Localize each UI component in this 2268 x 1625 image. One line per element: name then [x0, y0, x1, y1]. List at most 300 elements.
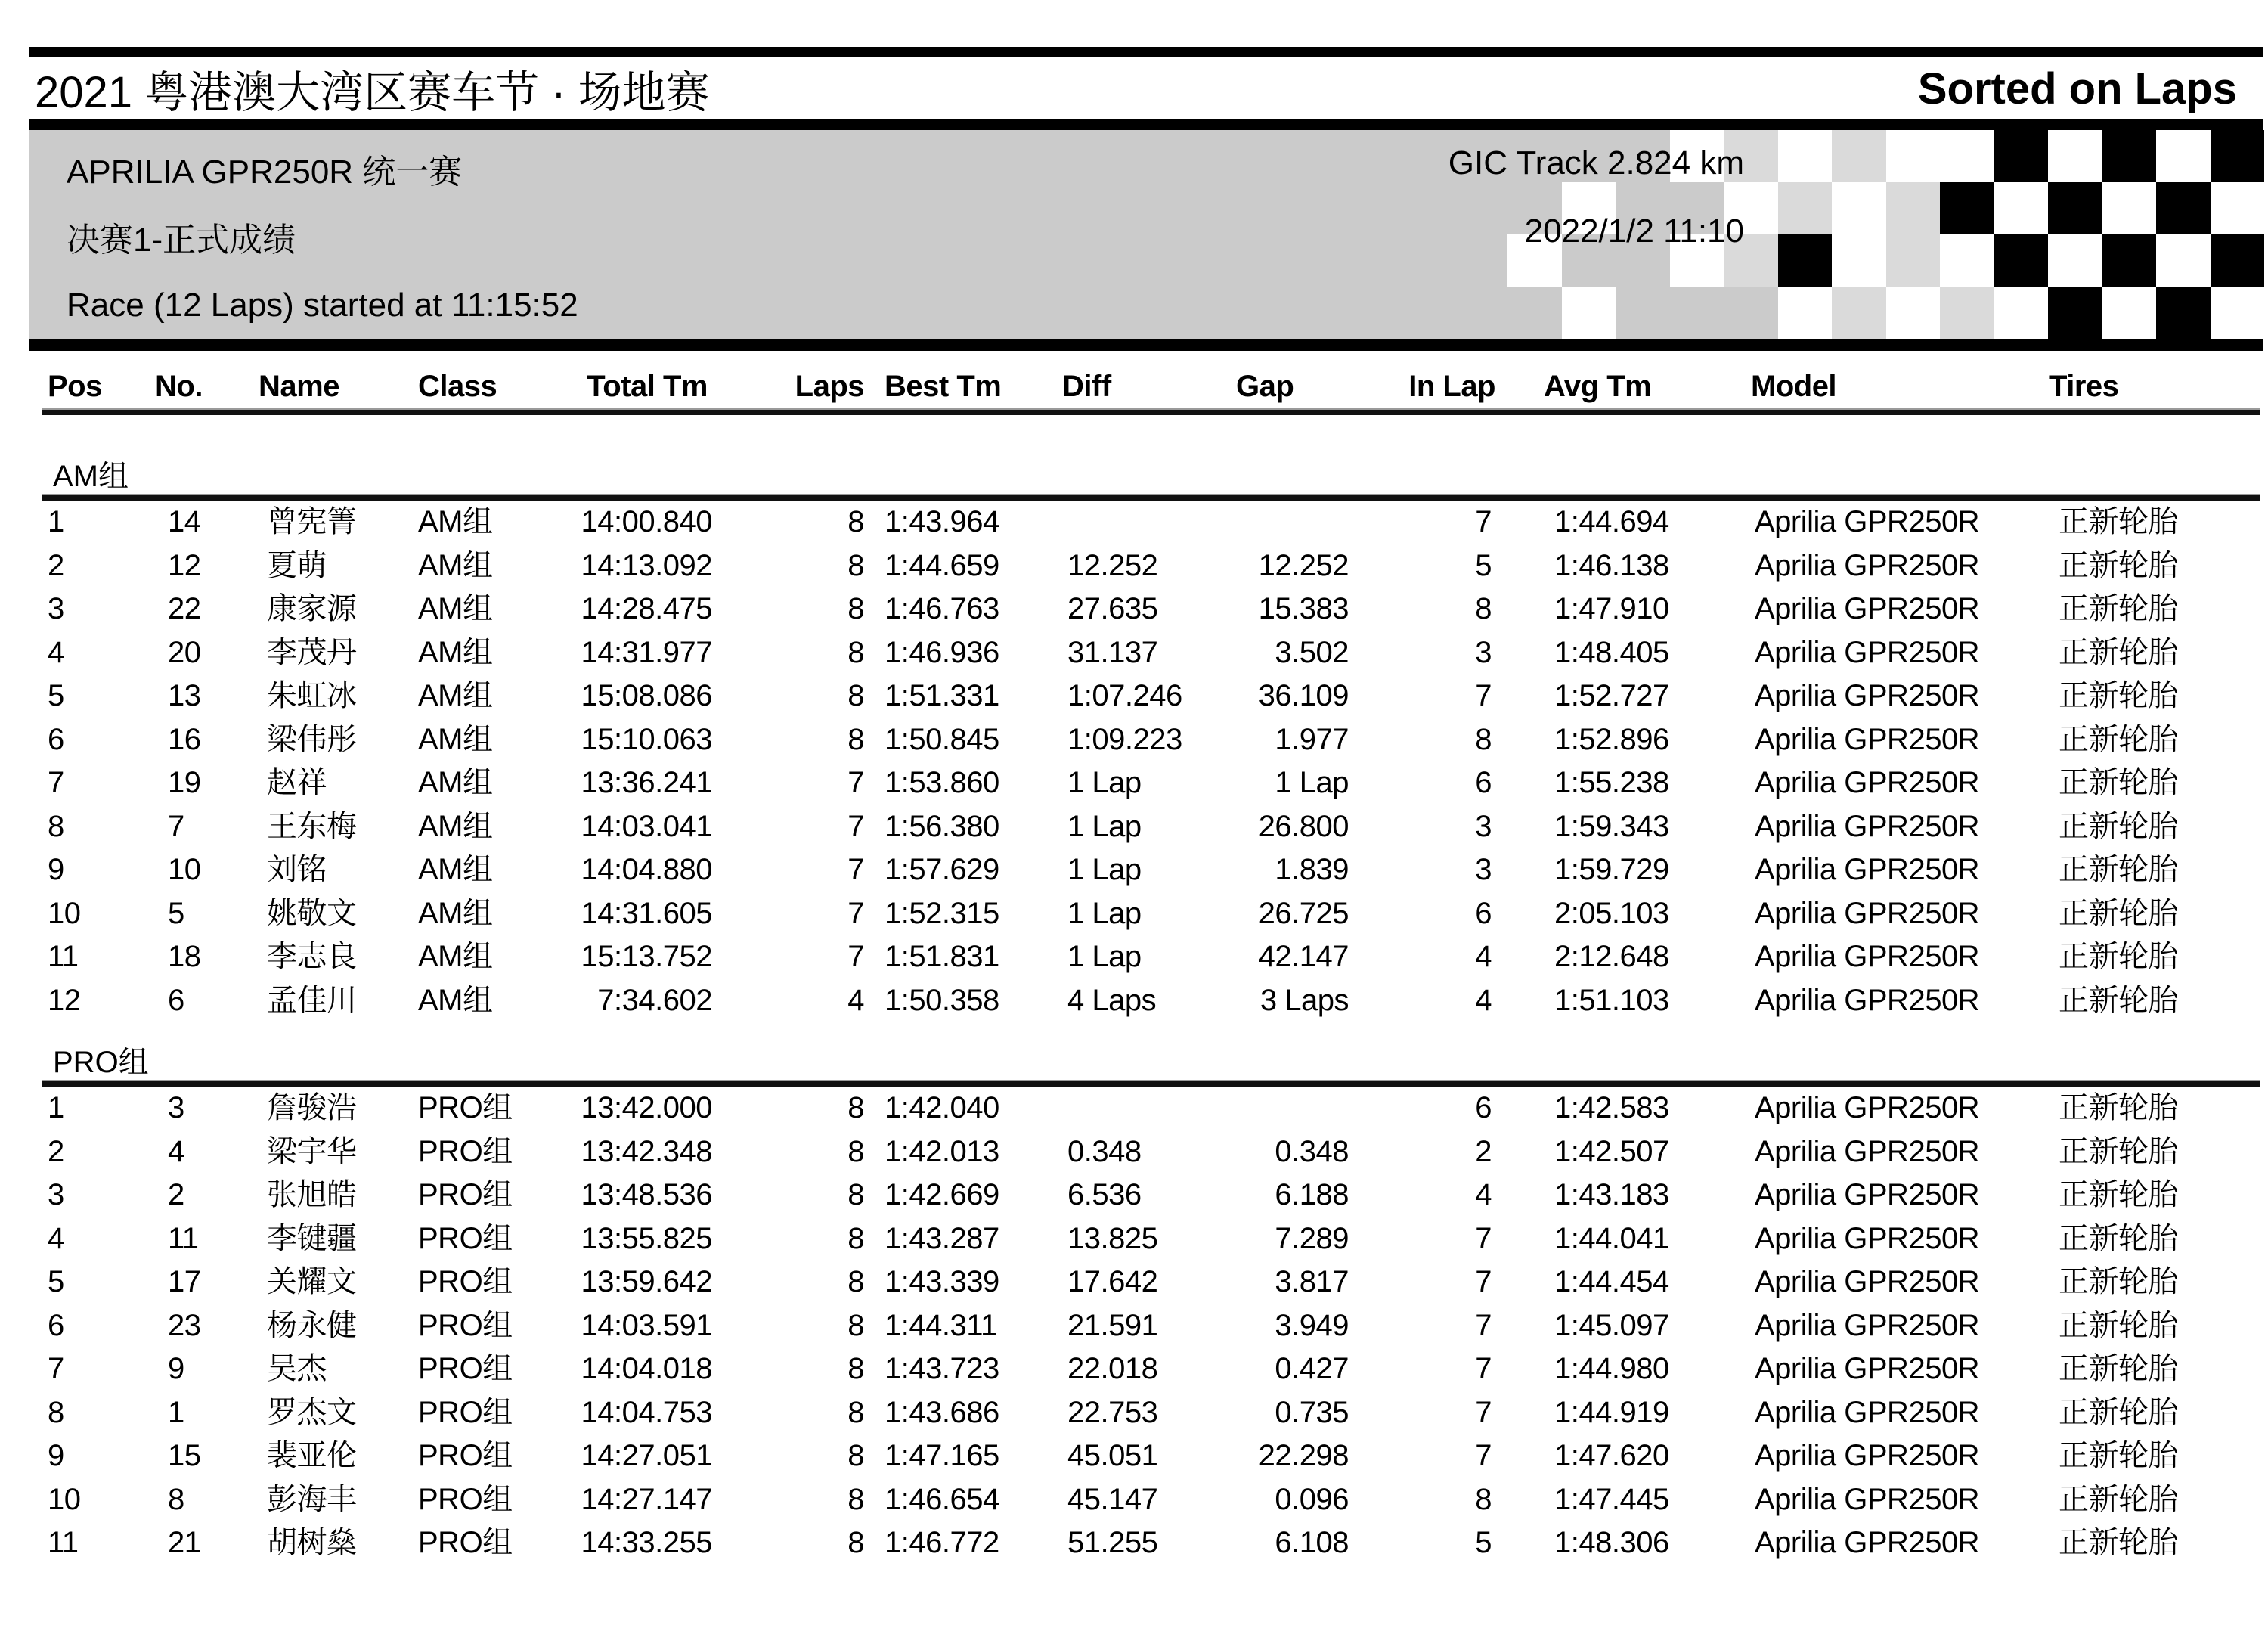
cell-name: 赵祥 — [267, 766, 327, 799]
cell-model: Aprilia GPR250R — [1755, 853, 1980, 886]
table-row — [0, 501, 2268, 544]
flag-cell — [1994, 234, 2049, 287]
title-bar — [29, 57, 2263, 119]
cell-avg-tm: 1:44.694 — [1554, 505, 1669, 538]
table-row — [0, 718, 2268, 762]
cell-no: 11 — [168, 1221, 199, 1255]
cell-diff: 17.642 — [1067, 1265, 1158, 1298]
cell-model: Aprilia GPR250R — [1755, 766, 1980, 799]
column-header-avg-tm: Avg Tm — [1544, 370, 1652, 403]
table-header-row — [0, 351, 2268, 408]
flag-cell — [1616, 287, 1670, 339]
cell-diff: 31.137 — [1067, 635, 1158, 669]
flag-cell — [2102, 130, 2157, 182]
cell-class: PRO组 — [418, 1352, 513, 1385]
column-header-best-tm: Best Tm — [885, 370, 1002, 403]
cell-best-tm: 1:42.040 — [885, 1091, 999, 1124]
cell-pos: 11 — [48, 940, 79, 973]
cell-total-tm: 14:03.041 — [581, 809, 712, 843]
cell-pos: 4 — [48, 635, 64, 669]
cell-tires: 正新轮胎 — [2059, 1221, 2178, 1255]
cell-model: Aprilia GPR250R — [1755, 1439, 1980, 1472]
cell-no: 10 — [168, 853, 201, 886]
cell-name: 吴杰 — [267, 1352, 327, 1385]
cell-class: AM组 — [418, 722, 493, 756]
cell-pos: 9 — [48, 1439, 64, 1472]
cell-tires: 正新轮胎 — [2059, 809, 2178, 843]
column-header-gap: Gap — [1236, 370, 1294, 403]
track-length: GIC Track 2.824 km — [1448, 144, 1744, 181]
cell-diff: 1 Lap — [1067, 853, 1142, 886]
cell-name: 李键疆 — [267, 1221, 357, 1255]
cell-avg-tm: 1:47.910 — [1554, 592, 1669, 625]
flag-cell — [2102, 234, 2157, 287]
cell-gap: 15.383 — [1258, 592, 1349, 625]
cell-class: AM组 — [418, 592, 493, 625]
flag-cell — [1724, 287, 1778, 339]
cell-total-tm: 15:13.752 — [581, 940, 712, 973]
cell-model: Aprilia GPR250R — [1755, 1352, 1980, 1385]
cell-pos: 2 — [48, 1134, 64, 1168]
table-row — [0, 1434, 2268, 1478]
cell-no: 21 — [168, 1526, 201, 1559]
cell-best-tm: 1:42.669 — [885, 1178, 999, 1211]
cell-pos: 12 — [48, 983, 81, 1017]
race-info-box — [29, 130, 2263, 339]
cell-gap: 0.348 — [1275, 1134, 1349, 1168]
cell-laps: 8 — [847, 1091, 864, 1124]
flag-cell — [1778, 130, 1833, 182]
header-rule — [42, 408, 2260, 415]
cell-pos: 1 — [48, 1091, 64, 1124]
section-rule — [42, 1080, 2260, 1087]
cell-model: Aprilia GPR250R — [1755, 1178, 1980, 1211]
cell-pos: 6 — [48, 1308, 64, 1342]
cell-in-lap: 7 — [1475, 1221, 1492, 1255]
flag-cell — [2211, 182, 2265, 234]
table-row — [0, 1087, 2268, 1130]
cell-diff: 51.255 — [1067, 1526, 1158, 1559]
flag-cell — [1994, 287, 2049, 339]
cell-pos: 3 — [48, 1178, 64, 1211]
cell-tires: 正新轮胎 — [2059, 722, 2178, 756]
cell-name: 罗杰文 — [267, 1395, 357, 1429]
cell-no: 17 — [168, 1265, 201, 1298]
cell-gap: 3.817 — [1275, 1265, 1349, 1298]
cell-name: 关耀文 — [267, 1265, 357, 1298]
cell-total-tm: 14:04.753 — [581, 1395, 712, 1429]
cell-total-tm: 14:00.840 — [581, 505, 712, 538]
cell-diff: 1:09.223 — [1067, 722, 1182, 756]
column-header-class: Class — [418, 370, 497, 403]
cell-no: 6 — [168, 983, 184, 1017]
cell-diff: 22.753 — [1067, 1395, 1158, 1429]
cell-total-tm: 14:31.977 — [581, 635, 712, 669]
cell-tires: 正新轮胎 — [2059, 1439, 2178, 1472]
cell-avg-tm: 1:46.138 — [1554, 548, 1669, 582]
flag-cell — [2048, 182, 2102, 234]
cell-gap: 3.949 — [1275, 1308, 1349, 1342]
cell-in-lap: 7 — [1475, 1395, 1492, 1429]
cell-diff: 6.536 — [1067, 1178, 1142, 1211]
table-row — [0, 1304, 2268, 1348]
table-row — [0, 979, 2268, 1023]
cell-laps: 7 — [847, 940, 864, 973]
cell-in-lap: 3 — [1475, 853, 1492, 886]
cell-best-tm: 1:46.936 — [885, 635, 999, 669]
cell-class: AM组 — [418, 809, 493, 843]
cell-best-tm: 1:51.331 — [885, 679, 999, 712]
cell-no: 7 — [168, 809, 184, 843]
cell-gap: 26.725 — [1258, 896, 1349, 930]
column-header-name: Name — [259, 370, 339, 403]
cell-class: AM组 — [418, 940, 493, 973]
infobox-bottom-rule — [29, 339, 2263, 351]
section-label: AM组 — [53, 460, 129, 493]
cell-no: 8 — [168, 1482, 184, 1516]
cell-pos: 11 — [48, 1526, 79, 1559]
cell-model: Aprilia GPR250R — [1755, 505, 1980, 538]
cell-gap: 36.109 — [1258, 679, 1349, 712]
flag-cell — [1886, 182, 1941, 234]
cell-name: 杨永健 — [267, 1308, 357, 1342]
flag-cell — [1832, 130, 1886, 182]
cell-pos: 4 — [48, 1221, 64, 1255]
table-row — [0, 1261, 2268, 1304]
cell-in-lap: 3 — [1475, 635, 1492, 669]
flag-cell — [2048, 287, 2102, 339]
cell-total-tm: 13:36.241 — [581, 766, 712, 799]
cell-name: 裴亚伦 — [267, 1439, 357, 1472]
cell-class: PRO组 — [418, 1308, 513, 1342]
table-row — [0, 1347, 2268, 1391]
cell-class: PRO组 — [418, 1091, 513, 1124]
cell-gap: 1.839 — [1275, 853, 1349, 886]
cell-gap: 26.800 — [1258, 809, 1349, 843]
cell-best-tm: 1:42.013 — [885, 1134, 999, 1168]
cell-no: 22 — [168, 592, 201, 625]
cell-pos: 5 — [48, 679, 64, 712]
cell-tires: 正新轮胎 — [2059, 1395, 2178, 1429]
top-rule — [29, 47, 2263, 57]
flag-cell — [1562, 287, 1616, 339]
flag-cell — [1832, 182, 1886, 234]
cell-gap: 3.502 — [1275, 635, 1349, 669]
cell-no: 16 — [168, 722, 201, 756]
table-row — [0, 1174, 2268, 1217]
cell-in-lap: 7 — [1475, 679, 1492, 712]
cell-laps: 8 — [847, 592, 864, 625]
table-row — [0, 631, 2268, 675]
cell-avg-tm: 1:51.103 — [1554, 983, 1669, 1017]
cell-name: 李茂丹 — [267, 635, 357, 669]
flag-cell — [2211, 287, 2265, 339]
cell-model: Aprilia GPR250R — [1755, 896, 1980, 930]
cell-total-tm: 15:10.063 — [581, 722, 712, 756]
cell-name: 刘铭 — [267, 853, 327, 886]
cell-model: Aprilia GPR250R — [1755, 940, 1980, 973]
event-title: 2021 粤港澳大湾区赛车节 · 场地赛 — [35, 68, 710, 117]
cell-laps: 8 — [847, 1482, 864, 1516]
table-row — [0, 674, 2268, 718]
cell-laps: 4 — [847, 983, 864, 1017]
cell-model: Aprilia GPR250R — [1755, 1482, 1980, 1516]
cell-gap: 0.735 — [1275, 1395, 1349, 1429]
cell-in-lap: 7 — [1475, 505, 1492, 538]
cell-diff: 45.147 — [1067, 1482, 1158, 1516]
cell-in-lap: 5 — [1475, 548, 1492, 582]
cell-tires: 正新轮胎 — [2059, 896, 2178, 930]
flag-cell — [1886, 287, 1941, 339]
cell-laps: 8 — [847, 722, 864, 756]
cell-tires: 正新轮胎 — [2059, 1178, 2178, 1211]
flag-cell — [2048, 130, 2102, 182]
cell-total-tm: 13:48.536 — [581, 1178, 712, 1211]
cell-gap: 42.147 — [1258, 940, 1349, 973]
cell-in-lap: 8 — [1475, 722, 1492, 756]
cell-total-tm: 7:34.602 — [597, 983, 712, 1017]
cell-name: 彭海丰 — [267, 1482, 357, 1516]
cell-diff: 0.348 — [1067, 1134, 1142, 1168]
cell-laps: 8 — [847, 1221, 864, 1255]
flag-cell — [1940, 182, 1994, 234]
table-row — [0, 1391, 2268, 1435]
column-header-laps: Laps — [795, 370, 864, 403]
cell-pos: 5 — [48, 1265, 64, 1298]
cell-laps: 8 — [847, 1134, 864, 1168]
series-name: APRILIA GPR250R 统一赛 — [67, 154, 463, 191]
cell-name: 张旭皓 — [267, 1178, 357, 1211]
cell-pos: 7 — [48, 1352, 64, 1385]
cell-tires: 正新轮胎 — [2059, 505, 2178, 538]
cell-name: 夏萌 — [267, 548, 327, 582]
cell-avg-tm: 1:44.919 — [1554, 1395, 1669, 1429]
cell-best-tm: 1:51.831 — [885, 940, 999, 973]
column-header-no: No. — [155, 370, 203, 403]
cell-in-lap: 5 — [1475, 1526, 1492, 1559]
cell-tires: 正新轮胎 — [2059, 1091, 2178, 1124]
cell-best-tm: 1:47.165 — [885, 1439, 999, 1472]
cell-avg-tm: 1:42.507 — [1554, 1134, 1669, 1168]
cell-avg-tm: 1:52.727 — [1554, 679, 1669, 712]
cell-gap: 1.977 — [1275, 722, 1349, 756]
cell-total-tm: 13:55.825 — [581, 1221, 712, 1255]
cell-best-tm: 1:43.723 — [885, 1352, 999, 1385]
cell-best-tm: 1:50.358 — [885, 983, 999, 1017]
cell-model: Aprilia GPR250R — [1755, 1134, 1980, 1168]
cell-diff: 1 Lap — [1067, 940, 1142, 973]
flag-cell — [1832, 287, 1886, 339]
cell-best-tm: 1:46.772 — [885, 1526, 999, 1559]
cell-avg-tm: 1:45.097 — [1554, 1308, 1669, 1342]
cell-gap: 1 Lap — [1275, 766, 1349, 799]
flag-cell — [2156, 287, 2211, 339]
cell-tires: 正新轮胎 — [2059, 1134, 2178, 1168]
flag-cell — [1832, 234, 1886, 287]
cell-in-lap: 3 — [1475, 809, 1492, 843]
cell-tires: 正新轮胎 — [2059, 1308, 2178, 1342]
cell-class: AM组 — [418, 679, 493, 712]
cell-gap: 3 Laps — [1259, 983, 1349, 1017]
flag-cell — [2102, 182, 2157, 234]
column-header-model: Model — [1751, 370, 1837, 403]
cell-tires: 正新轮胎 — [2059, 635, 2178, 669]
cell-tires: 正新轮胎 — [2059, 1482, 2178, 1516]
cell-diff: 45.051 — [1067, 1439, 1158, 1472]
cell-best-tm: 1:44.659 — [885, 548, 999, 582]
flag-cell — [2156, 130, 2211, 182]
flag-cell — [1994, 182, 2049, 234]
cell-model: Aprilia GPR250R — [1755, 1265, 1980, 1298]
cell-best-tm: 1:57.629 — [885, 853, 999, 886]
cell-no: 12 — [168, 548, 201, 582]
cell-diff: 1:07.246 — [1067, 679, 1182, 712]
cell-tires: 正新轮胎 — [2059, 1526, 2178, 1559]
cell-avg-tm: 2:05.103 — [1554, 896, 1669, 930]
flag-cell — [2211, 130, 2265, 182]
flag-cell — [1994, 130, 2049, 182]
cell-in-lap: 7 — [1475, 1352, 1492, 1385]
cell-diff: 21.591 — [1067, 1308, 1158, 1342]
cell-tires: 正新轮胎 — [2059, 1352, 2178, 1385]
cell-tires: 正新轮胎 — [2059, 1265, 2178, 1298]
cell-avg-tm: 1:48.405 — [1554, 635, 1669, 669]
cell-laps: 7 — [847, 766, 864, 799]
column-header-diff: Diff — [1062, 370, 1111, 403]
cell-in-lap: 7 — [1475, 1439, 1492, 1472]
table-row — [0, 1478, 2268, 1522]
cell-no: 18 — [168, 940, 201, 973]
cell-no: 1 — [168, 1395, 184, 1429]
cell-no: 19 — [168, 766, 201, 799]
cell-tires: 正新轮胎 — [2059, 592, 2178, 625]
cell-total-tm: 13:42.348 — [581, 1134, 712, 1168]
cell-in-lap: 8 — [1475, 1482, 1492, 1516]
table-row — [0, 848, 2268, 892]
column-header-total-tm: Total Tm — [587, 370, 708, 403]
cell-avg-tm: 1:48.306 — [1554, 1526, 1669, 1559]
cell-name: 梁伟彤 — [267, 722, 357, 756]
cell-avg-tm: 1:59.729 — [1554, 853, 1669, 886]
cell-avg-tm: 1:44.454 — [1554, 1265, 1669, 1298]
cell-class: PRO组 — [418, 1482, 513, 1516]
cell-no: 15 — [168, 1439, 201, 1472]
cell-model: Aprilia GPR250R — [1755, 983, 1980, 1017]
table-row — [0, 1521, 2268, 1565]
cell-in-lap: 6 — [1475, 766, 1492, 799]
cell-no: 4 — [168, 1134, 184, 1168]
table-row — [0, 588, 2268, 631]
cell-model: Aprilia GPR250R — [1755, 1526, 1980, 1559]
cell-class: PRO组 — [418, 1134, 513, 1168]
race-datetime: 2022/1/2 11:10 — [1524, 212, 1744, 250]
cell-no: 3 — [168, 1091, 184, 1124]
cell-total-tm: 14:04.018 — [581, 1352, 712, 1385]
cell-avg-tm: 1:42.583 — [1554, 1091, 1669, 1124]
cell-model: Aprilia GPR250R — [1755, 1221, 1980, 1255]
cell-gap: 6.108 — [1275, 1526, 1349, 1559]
cell-name: 梁宇华 — [267, 1134, 357, 1168]
cell-diff: 12.252 — [1067, 548, 1158, 582]
cell-no: 14 — [168, 505, 201, 538]
cell-pos: 10 — [48, 1482, 81, 1516]
cell-name: 李志良 — [267, 940, 357, 973]
flag-cell — [1940, 287, 1994, 339]
cell-laps: 8 — [847, 1265, 864, 1298]
cell-model: Aprilia GPR250R — [1755, 722, 1980, 756]
cell-laps: 7 — [847, 809, 864, 843]
flag-cell — [1670, 287, 1724, 339]
cell-in-lap: 7 — [1475, 1308, 1492, 1342]
cell-gap: 0.427 — [1275, 1352, 1349, 1385]
cell-total-tm: 14:03.591 — [581, 1308, 712, 1342]
cell-diff: 1 Lap — [1067, 766, 1142, 799]
session-name: 决赛1-正式成绩 — [67, 222, 296, 259]
flag-cell — [1940, 130, 1994, 182]
cell-pos: 1 — [48, 505, 64, 538]
cell-no: 20 — [168, 635, 201, 669]
cell-avg-tm: 1:44.041 — [1554, 1221, 1669, 1255]
cell-class: AM组 — [418, 983, 493, 1017]
cell-best-tm: 1:50.845 — [885, 722, 999, 756]
column-header-pos: Pos — [48, 370, 102, 403]
flag-cell — [1507, 287, 1562, 339]
table-row — [0, 805, 2268, 849]
cell-pos: 8 — [48, 1395, 64, 1429]
cell-avg-tm: 1:52.896 — [1554, 722, 1669, 756]
cell-laps: 8 — [847, 635, 864, 669]
flag-cell — [2211, 234, 2265, 287]
cell-name: 胡树燊 — [267, 1526, 357, 1559]
cell-avg-tm: 1:43.183 — [1554, 1178, 1669, 1211]
cell-diff: 13.825 — [1067, 1221, 1158, 1255]
section-label: PRO组 — [53, 1046, 149, 1079]
flag-cell — [1778, 182, 1833, 234]
title-bottom-rule — [29, 119, 2263, 130]
flag-cell — [1886, 130, 1941, 182]
cell-name: 孟佳川 — [267, 983, 357, 1017]
cell-best-tm: 1:53.860 — [885, 766, 999, 799]
cell-class: PRO组 — [418, 1526, 513, 1559]
flag-cell — [2156, 182, 2211, 234]
table-row — [0, 892, 2268, 936]
cell-class: AM组 — [418, 505, 493, 538]
cell-best-tm: 1:43.339 — [885, 1265, 999, 1298]
cell-avg-tm: 1:47.620 — [1554, 1439, 1669, 1472]
cell-no: 13 — [168, 679, 201, 712]
cell-pos: 7 — [48, 766, 64, 799]
cell-model: Aprilia GPR250R — [1755, 1308, 1980, 1342]
cell-class: AM组 — [418, 766, 493, 799]
cell-laps: 8 — [847, 1439, 864, 1472]
cell-best-tm: 1:43.964 — [885, 505, 999, 538]
cell-pos: 9 — [48, 853, 64, 886]
race-start-info: Race (12 Laps) started at 11:15:52 — [67, 287, 578, 324]
table-row — [0, 935, 2268, 979]
cell-avg-tm: 1:59.343 — [1554, 809, 1669, 843]
cell-laps: 8 — [847, 679, 864, 712]
cell-class: AM组 — [418, 548, 493, 582]
results-table — [0, 459, 2268, 1565]
cell-best-tm: 1:56.380 — [885, 809, 999, 843]
cell-pos: 6 — [48, 722, 64, 756]
cell-in-lap: 2 — [1475, 1134, 1492, 1168]
cell-class: PRO组 — [418, 1178, 513, 1211]
cell-diff: 1 Lap — [1067, 896, 1142, 930]
cell-tires: 正新轮胎 — [2059, 983, 2178, 1017]
cell-tires: 正新轮胎 — [2059, 766, 2178, 799]
cell-name: 曾宪箐 — [267, 505, 357, 538]
